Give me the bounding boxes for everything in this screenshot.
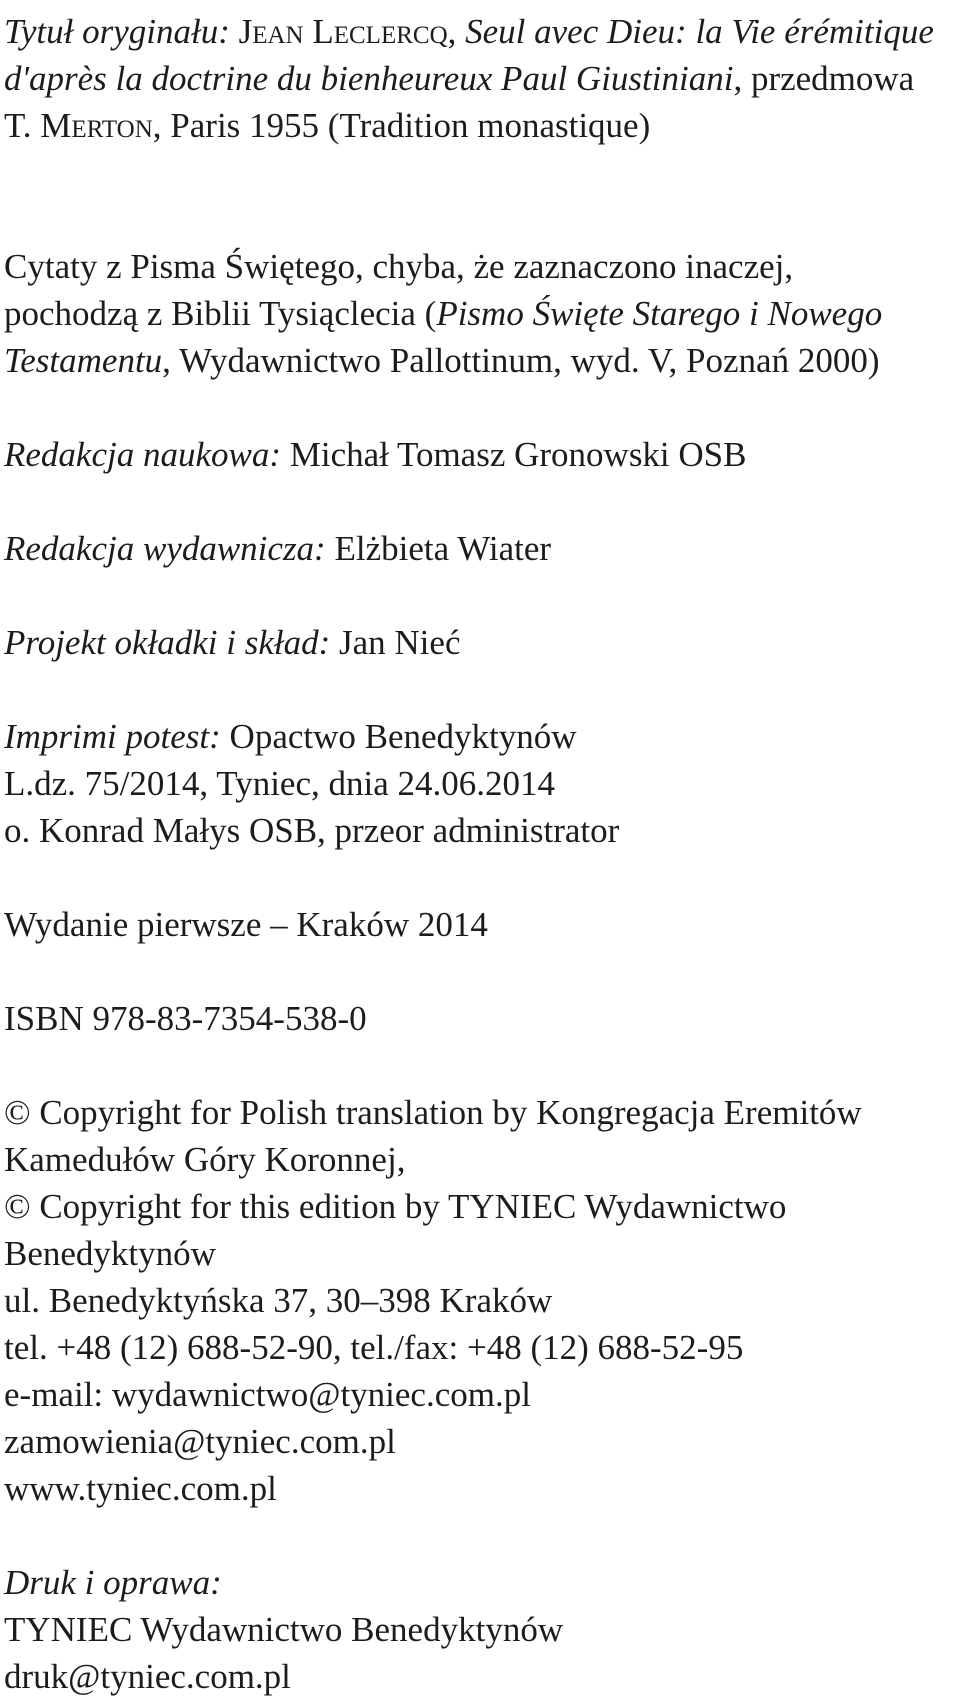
original-publication-info: , Paris 1955 (Tradition monastique) (152, 106, 651, 145)
printing-block (4, 1559, 954, 1700)
isbn-line: ISBN 978-83-7354-538-0 (4, 999, 367, 1038)
scientific-editor-name: Michał Tomasz Gronowski OSB (289, 435, 747, 474)
publishing-editor-line (4, 525, 954, 572)
copyright-line-2: Kamedułów Góry Koronnej, (4, 1140, 406, 1179)
copyright-page (4, 8, 954, 1700)
bible-title-part-1: Pismo Święte Starego i Nowego (436, 294, 883, 333)
author-first-name: Jean (238, 12, 304, 51)
copyright-contact-block (4, 1089, 954, 1512)
designer-name: Jan Nieć (339, 623, 461, 662)
preface-initial: T. (4, 106, 32, 145)
printer-email: druk@tyniec.com.pl (4, 1657, 291, 1696)
imprimi-block (4, 713, 954, 854)
publishing-editor-label: Redakcja wydawnicza: (4, 529, 326, 568)
publisher-phone: tel. +48 (12) 688-52-90, tel./fax: +48 (12) 688-52-95 (4, 1328, 744, 1367)
publisher-website: www.tyniec.com.pl (4, 1469, 277, 1508)
design-line (4, 619, 954, 666)
printer-name: TYNIEC Wydawnictwo Benedyktynów (4, 1610, 564, 1649)
preface-author: Merton (40, 106, 153, 145)
imprimi-abbey: Opactwo Benedyktynów (229, 717, 577, 756)
original-title-line-3 (4, 102, 954, 149)
title-separator: , (447, 12, 466, 51)
scripture-note-line-1: Cytaty z Pisma Świętego, chyba, że zaznaczono inaczej, (4, 247, 794, 286)
imprimi-label: Imprimi potest: (4, 717, 221, 756)
design-label: Projekt okładki i skład: (4, 623, 331, 662)
imprimi-line-3: o. Konrad Małys OSB, przeor administrator (4, 811, 620, 850)
copyright-line-4: Benedyktynów (4, 1234, 216, 1273)
original-title-part-2: d'après la doctrine du bienheureux Paul Giustiniani (4, 59, 734, 98)
preface-label: , przedmowa (733, 59, 915, 98)
scientific-editor-line (4, 431, 954, 478)
publisher-email: e-mail: wydawnictwo@tyniec.com.pl (4, 1375, 531, 1414)
publisher-orders-email: zamowienia@tyniec.com.pl (4, 1422, 396, 1461)
scientific-editor-label: Redakcja naukowa: (4, 435, 281, 474)
scripture-note-line-3 (4, 337, 954, 384)
original-title-block (4, 8, 954, 149)
author-last-name: Leclercq (312, 12, 448, 51)
original-title-line-1 (4, 8, 954, 55)
publishing-editor-name: Elżbieta Wiater (334, 529, 552, 568)
imprimi-line-2: L.dz. 75/2014, Tyniec, dnia 24.06.2014 (4, 764, 555, 803)
scripture-note-prefix: pochodzą z Biblii Tysiąclecia ( (4, 294, 437, 333)
bible-publisher: , Wydawnictwo Pallottinum, wyd. V, Poznań 2000) (162, 341, 880, 380)
copyright-line-3: © Copyright for this edition by TYNIEC Wydawnictwo (4, 1187, 787, 1226)
imprimi-line-1 (4, 713, 954, 760)
bible-title-part-2: Testamentu (4, 341, 163, 380)
original-title-line-2 (4, 55, 954, 102)
scripture-note-block (4, 243, 954, 384)
edition-line: Wydanie pierwsze – Kraków 2014 (4, 905, 488, 944)
printing-label: Druk i oprawa: (4, 1563, 222, 1602)
copyright-line-1: © Copyright for Polish translation by Kongregacja Eremitów (4, 1093, 862, 1132)
scripture-note-line-2 (4, 290, 954, 337)
publisher-address: ul. Benedyktyńska 37, 30–398 Kraków (4, 1281, 553, 1320)
original-title-label: Tytuł oryginału: (4, 12, 230, 51)
original-title-part-1: Seul avec Dieu: la Vie érémitique (465, 12, 934, 51)
